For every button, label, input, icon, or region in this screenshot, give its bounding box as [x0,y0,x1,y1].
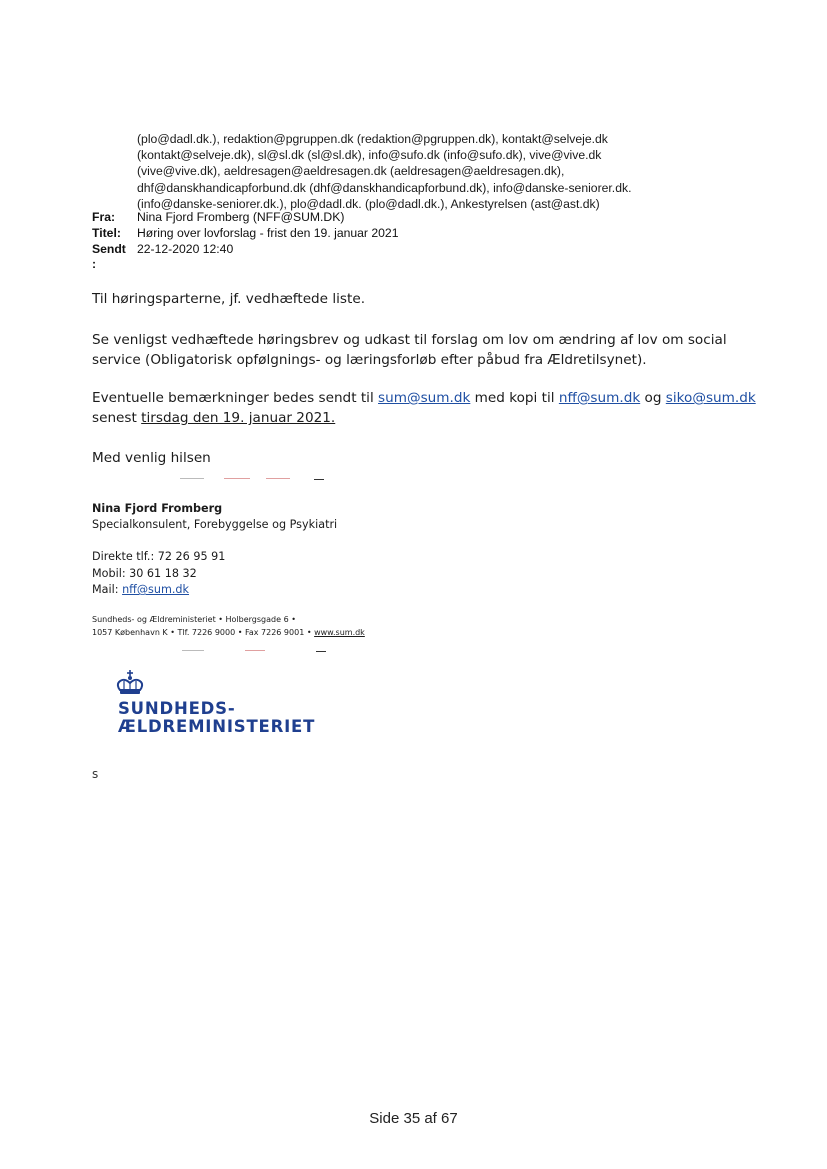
greeting: Til høringsparterne, jf. vedhæftede liste. [92,291,366,307]
email-link-nff[interactable]: nff@sum.dk [558,390,641,406]
mail-label: Mail: [92,583,123,596]
paragraph-1-line-1: Se venligst vedhæftede høringsbrev og udkast til forslag om lov om ændring af lov om social [92,332,727,348]
from-label: Fra: [92,210,116,224]
divider-dash [266,478,290,479]
from-value: Nina Fjord Fromberg (NFF@SUM.DK) [137,210,345,224]
signature-mobile: Mobil: 30 61 18 32 [92,567,197,580]
closing: Med venlig hilsen [92,450,211,466]
title-value: Høring over lovforslag - frist den 19. januar 2021 [137,226,399,240]
from-row [92,209,344,225]
deadline-date: tirsdag den 19. januar 2021. [141,410,336,426]
crown-icon [114,669,146,697]
sent-row [92,241,233,257]
signature-direct-phone: Direkte tlf.: 72 26 95 91 [92,550,226,563]
title-row [92,225,398,241]
divider-dash [224,478,250,479]
stray-character: s [92,767,99,781]
divider-dash [182,650,204,651]
signature-name: Nina Fjord Fromberg [92,502,223,515]
sent-value: 22-12-2020 12:40 [137,242,234,256]
recipients-line: (kontakt@selveje.dk), sl@sl.dk (sl@sl.dk), info@sufo.dk (info@sufo.dk), vive@vive.dk [137,148,602,163]
ministry-address-line-1: Sundheds- og Ældreministeriet • Holbergsgade 6 • [92,615,296,624]
sent-colon: : [92,257,97,271]
email-link-sum[interactable]: sum@sum.dk [378,390,471,406]
paragraph-2-line-1 [92,388,756,408]
recipients-line: (vive@vive.dk), aeldresagen@aeldresagen.dk (aeldresagen@aeldresagen.dk), [137,164,565,179]
divider-dash [316,651,326,652]
email-link-siko[interactable]: siko@sum.dk [665,390,756,406]
paragraph-2-text: med kopi til [470,390,559,406]
deadline-prefix: senest [92,410,142,426]
page-number: Side 35 af 67 [369,1110,458,1127]
divider-dash [180,478,204,479]
signature-mail [92,582,189,598]
signature-mail-link[interactable]: nff@sum.dk [122,583,190,596]
sent-label: Sendt [92,242,126,256]
recipients-list [137,131,631,212]
logo-line-1: SUNDHEDS- [118,699,236,718]
paragraph-1-line-2: service (Obligatorisk opfølgnings- og læringsforløb efter påbud fra Ældretilsynet). [92,352,647,368]
ministry-address-line-2 [92,626,365,639]
paragraph-2-line-2 [92,408,335,428]
title-label: Titel: [92,226,121,240]
paragraph-2-text: og [640,390,666,406]
divider-dash [314,479,324,480]
ministry-contact: 1057 København K • Tlf. 7226 9000 • Fax 7226 9001 • [92,628,315,637]
recipients-line: (plo@dadl.dk.), redaktion@pgruppen.dk (redaktion@pgruppen.dk), kontakt@selveje.dk [137,132,608,146]
paragraph-2-text: Eventuelle bemærkninger bedes sendt til [92,390,379,406]
recipients-line: (info@danske-seniorer.dk.), plo@dadl.dk. (plo@dadl.dk.), Ankestyrelsen (ast@ast.dk) [137,196,600,211]
divider-dash [245,650,265,651]
ministry-web-link[interactable]: www.sum.dk [314,628,365,637]
logo-line-2: ÆLDREMINISTERIET [118,717,316,736]
signature-role: Specialkonsulent, Forebyggelse og Psykiatri [92,518,338,531]
recipients-line: dhf@danskhandicapforbund.dk (dhf@danskhandicapforbund.dk), info@danske-seniorer.dk. [137,180,632,195]
